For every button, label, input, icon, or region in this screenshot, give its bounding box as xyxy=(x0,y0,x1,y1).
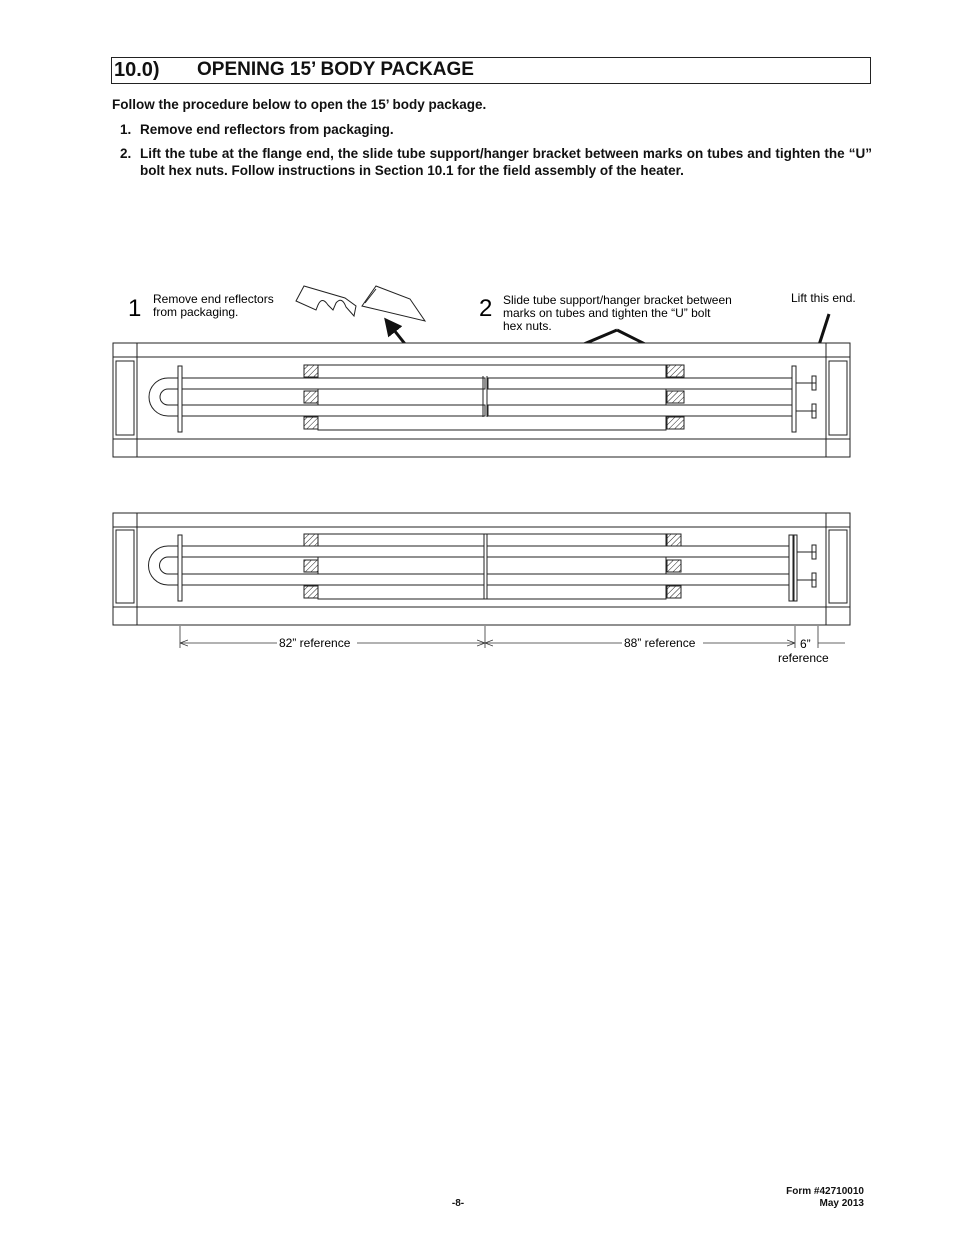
step-number: 1. xyxy=(120,122,132,137)
callout-2-line2: marks on tubes and tighten the “U” bolt xyxy=(503,306,711,320)
step-number: 2. xyxy=(120,146,132,161)
callout-2-line1: Slide tube support/hanger bracket between xyxy=(503,293,732,307)
end-reflector-icon xyxy=(362,286,425,321)
end-reflector-icon xyxy=(296,286,356,316)
callout-1-line1: Remove end reflectors xyxy=(153,292,274,306)
callout-2-number: 2 xyxy=(479,295,493,322)
dimension-6-reference: reference xyxy=(778,651,829,665)
form-number: Form #42710010 xyxy=(786,1186,864,1197)
dimension-82-label: 82” reference xyxy=(279,636,351,650)
section-number: 10.0) xyxy=(114,59,160,81)
intro-text: Follow the procedure below to open the 15’ body package. xyxy=(112,97,487,112)
dimension-88-label: 88” reference xyxy=(624,636,696,650)
package-diagram-before xyxy=(113,343,850,457)
callout-1-number: 1 xyxy=(128,295,142,322)
form-date: May 2013 xyxy=(819,1198,864,1209)
package-diagram-after xyxy=(113,513,850,625)
step-text: Lift the tube at the flange end, the slide tube support/hanger bracket between marks on tubes and tighten the “U” bolt hex nuts. Follow instructions in Section 10.1 for the field assembly of the heater. xyxy=(140,146,872,178)
form-info xyxy=(786,1186,864,1210)
callout-1-line2: from packaging. xyxy=(153,305,239,319)
dimension-6-label: 6” xyxy=(800,637,811,651)
step-text: Remove end reflectors from packaging. xyxy=(140,122,394,137)
lift-end-label: Lift this end. xyxy=(791,291,856,305)
page-number: -8- xyxy=(451,1198,465,1209)
section-title: OPENING 15’ BODY PACKAGE xyxy=(197,59,474,80)
callout-2-line3: hex nuts. xyxy=(503,319,552,333)
